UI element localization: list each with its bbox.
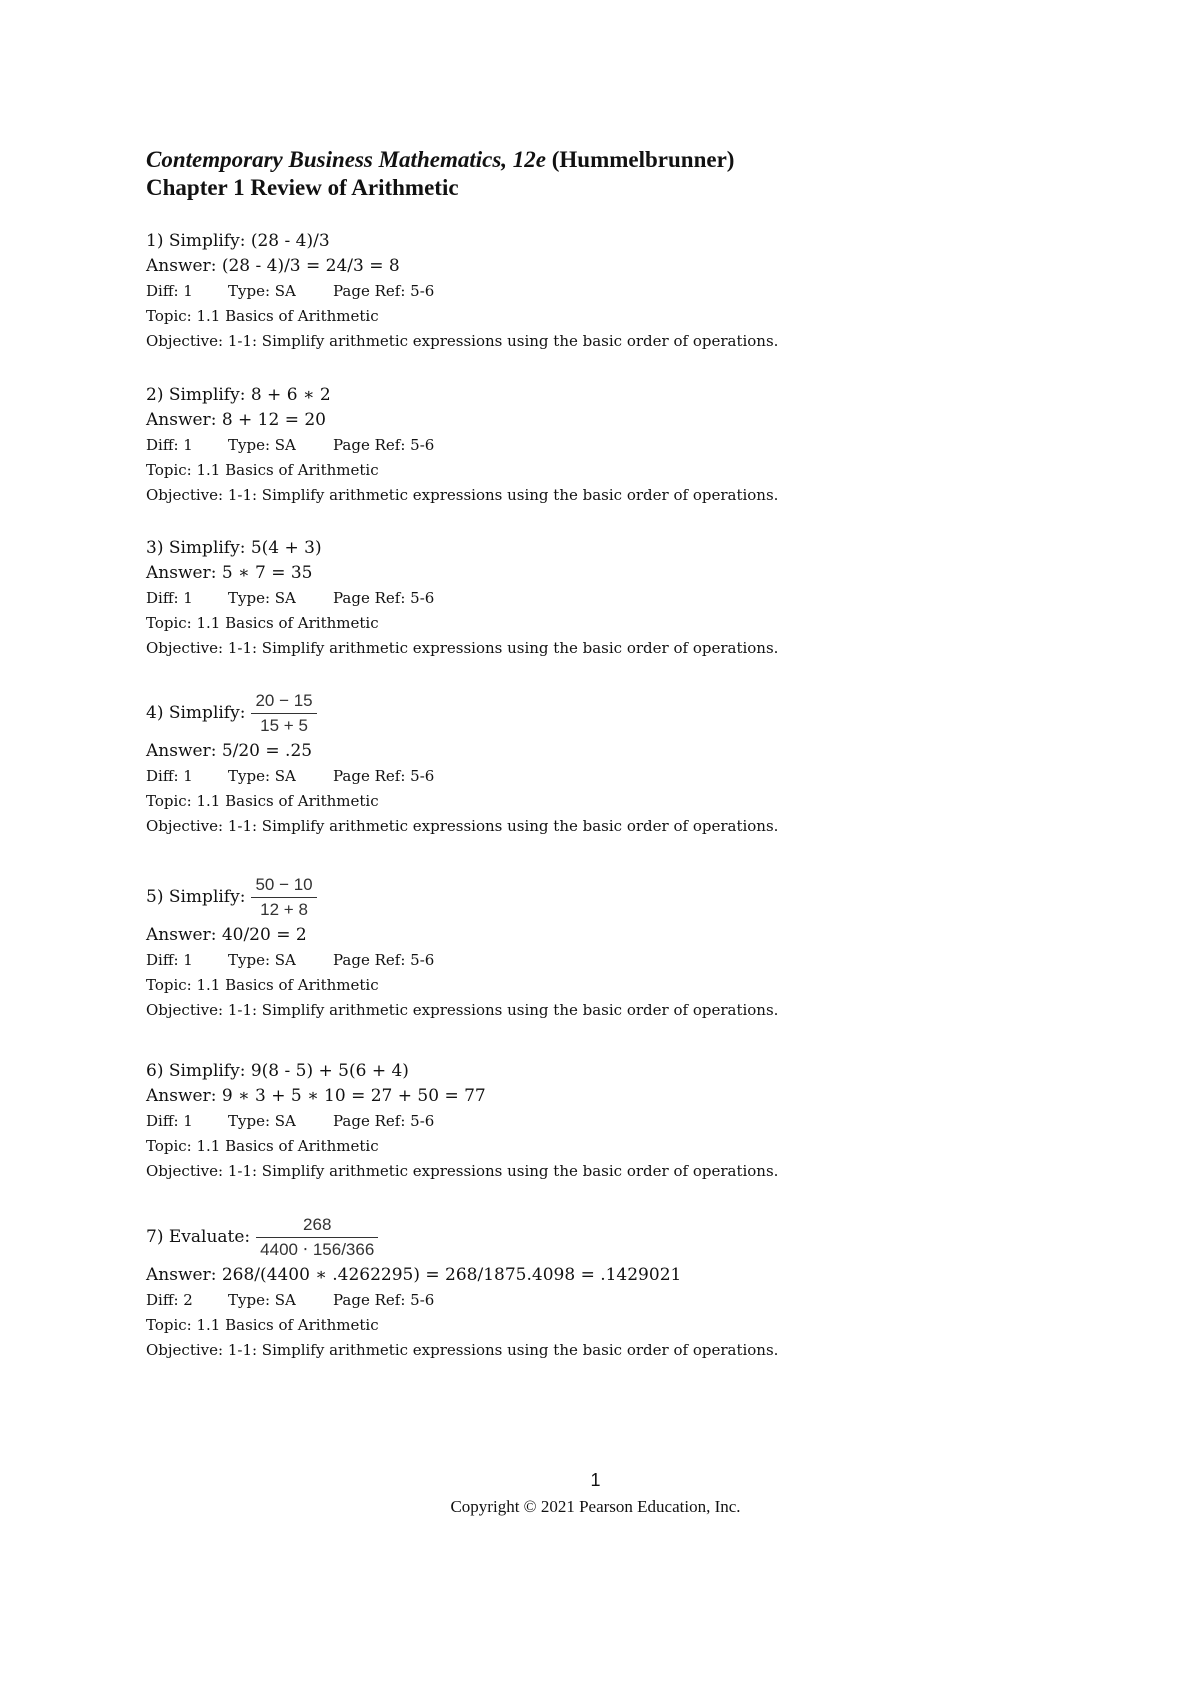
question-prompt: 7) Evaluate: xyxy=(146,1226,251,1247)
question-page-ref: Page Ref: 5-6 xyxy=(333,282,435,300)
question-topic: Topic: 1.1 Basics of Arithmetic xyxy=(146,614,379,632)
fraction-numerator: 20 − 15 xyxy=(255,690,313,710)
question-objective: Objective: 1-1: Simplify arithmetic expressions using the basic order of operations. xyxy=(146,1341,779,1359)
question-difficulty: Diff: 1 xyxy=(146,589,193,607)
question-meta xyxy=(146,279,778,304)
question-page-ref: Page Ref: 5-6 xyxy=(333,767,435,785)
question-difficulty: Diff: 1 xyxy=(146,1112,193,1130)
question-page-ref: Page Ref: 5-6 xyxy=(333,1291,435,1309)
question-meta xyxy=(146,586,778,611)
question-objective: Objective: 1-1: Simplify arithmetic expressions using the basic order of operations. xyxy=(146,332,779,350)
book-title: Contemporary Business Mathematics, 12e xyxy=(146,147,546,172)
question-type: Type: SA xyxy=(228,1112,296,1130)
question-1 xyxy=(146,229,778,354)
question-difficulty: Diff: 2 xyxy=(146,1291,193,1309)
question-type: Type: SA xyxy=(228,951,296,969)
fraction-numerator: 268 xyxy=(303,1214,332,1234)
question-difficulty: Diff: 1 xyxy=(146,767,193,785)
question-objective: Objective: 1-1: Simplify arithmetic expressions using the basic order of operations. xyxy=(146,817,779,835)
question-topic: Topic: 1.1 Basics of Arithmetic xyxy=(146,792,379,810)
question-answer: Answer: 8 + 12 = 20 xyxy=(146,410,327,430)
question-prompt-row xyxy=(146,1211,778,1263)
fraction xyxy=(251,875,316,920)
book-author: (Hummelbrunner) xyxy=(545,147,735,172)
fraction xyxy=(251,691,316,736)
question-page-ref: Page Ref: 5-6 xyxy=(333,589,435,607)
question-topic: Topic: 1.1 Basics of Arithmetic xyxy=(146,1316,379,1334)
question-topic: Topic: 1.1 Basics of Arithmetic xyxy=(146,1137,379,1155)
question-prompt: 1) Simplify: (28 - 4)/3 xyxy=(146,231,330,251)
question-answer: Answer: 5/20 = .25 xyxy=(146,741,313,761)
question-page-ref: Page Ref: 5-6 xyxy=(333,1112,435,1130)
question-type: Type: SA xyxy=(228,589,296,607)
question-answer: Answer: 5 ∗ 7 = 35 xyxy=(146,563,313,583)
question-topic: Topic: 1.1 Basics of Arithmetic xyxy=(146,976,379,994)
chapter-title: Chapter 1 Review of Arithmetic xyxy=(146,175,459,200)
question-prompt: 4) Simplify: xyxy=(146,702,246,723)
question-3 xyxy=(146,536,778,661)
question-prompt: 6) Simplify: 9(8 - 5) + 5(6 + 4) xyxy=(146,1061,409,1081)
document-title xyxy=(146,146,734,174)
question-5 xyxy=(146,871,778,1023)
question-meta xyxy=(146,1109,778,1134)
question-type: Type: SA xyxy=(228,767,296,785)
question-page-ref: Page Ref: 5-6 xyxy=(333,436,435,454)
fraction-numerator: 50 − 10 xyxy=(255,874,313,894)
question-prompt-row xyxy=(146,871,778,923)
question-page-ref: Page Ref: 5-6 xyxy=(333,951,435,969)
question-prompt-row xyxy=(146,687,778,739)
question-7 xyxy=(146,1211,778,1363)
question-prompt: 2) Simplify: 8 + 6 ∗ 2 xyxy=(146,385,331,405)
question-4 xyxy=(146,687,778,839)
question-meta xyxy=(146,948,778,973)
question-topic: Topic: 1.1 Basics of Arithmetic xyxy=(146,461,379,479)
question-objective: Objective: 1-1: Simplify arithmetic expressions using the basic order of operations. xyxy=(146,1162,779,1180)
question-6 xyxy=(146,1059,778,1184)
question-objective: Objective: 1-1: Simplify arithmetic expressions using the basic order of operations. xyxy=(146,639,779,657)
question-difficulty: Diff: 1 xyxy=(146,436,193,454)
question-answer: Answer: 40/20 = 2 xyxy=(146,925,307,945)
question-type: Type: SA xyxy=(228,436,296,454)
question-meta xyxy=(146,1288,778,1313)
question-objective: Objective: 1-1: Simplify arithmetic expressions using the basic order of operations. xyxy=(146,486,779,504)
fraction-denominator: 12 + 8 xyxy=(260,899,308,919)
fraction-denominator: 4400 ⋅ 156/366 xyxy=(260,1239,375,1259)
question-2 xyxy=(146,383,778,508)
question-answer: Answer: (28 - 4)/3 = 24/3 = 8 xyxy=(146,256,400,276)
copyright-notice: Copyright © 2021 Pearson Education, Inc. xyxy=(450,1497,741,1516)
fraction xyxy=(256,1215,378,1260)
question-topic: Topic: 1.1 Basics of Arithmetic xyxy=(146,307,379,325)
question-prompt: 3) Simplify: 5(4 + 3) xyxy=(146,538,322,558)
question-answer: Answer: 268/(4400 ∗ .4262295) = 268/1875.4098 = .1429021 xyxy=(146,1265,682,1285)
question-meta xyxy=(146,433,778,458)
fraction-denominator: 15 + 5 xyxy=(260,715,308,735)
question-answer: Answer: 9 ∗ 3 + 5 ∗ 10 = 27 + 50 = 77 xyxy=(146,1086,486,1106)
question-prompt: 5) Simplify: xyxy=(146,886,246,907)
question-difficulty: Diff: 1 xyxy=(146,282,193,300)
page-number: 1 xyxy=(590,1470,601,1490)
question-objective: Objective: 1-1: Simplify arithmetic expressions using the basic order of operations. xyxy=(146,1001,779,1019)
question-difficulty: Diff: 1 xyxy=(146,951,193,969)
question-type: Type: SA xyxy=(228,1291,296,1309)
question-meta xyxy=(146,764,778,789)
question-type: Type: SA xyxy=(228,282,296,300)
